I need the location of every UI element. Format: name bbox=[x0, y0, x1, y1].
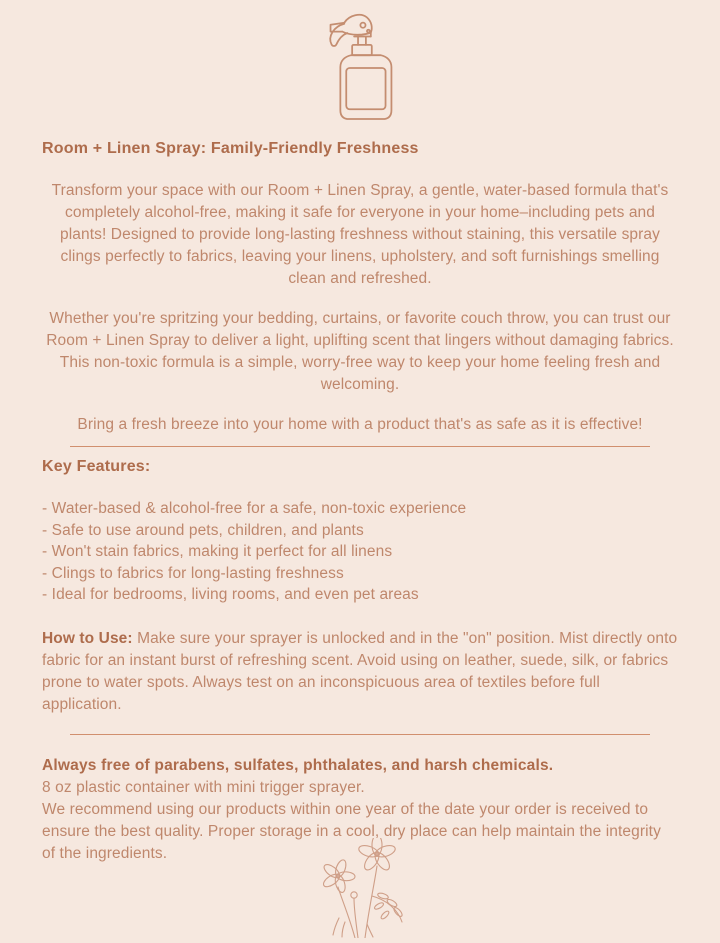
intro-paragraph-2: Whether you're spritzing your bedding, curtains, or favorite couch throw, you can trust our Room + Linen Spray to deliver a light, uplifting scent that lingers without damaging fabrics. This non-toxic formula is a simple, worry-free way to keep your home feeling fresh and welcoming. bbox=[46, 310, 674, 393]
divider-top bbox=[70, 446, 650, 447]
how-to-use-label: How to Use: bbox=[42, 629, 133, 647]
footer-flower-area bbox=[0, 838, 720, 943]
footer-recommendation: We recommend using our products within one year of the date your order is received to ensure the best quality. Proper storage in a cool, dry place can help maintain the integrity of the ingredients. bbox=[42, 800, 661, 862]
spray-bottle-icon bbox=[314, 10, 406, 122]
feature-item: - Ideal for bedrooms, living rooms, and even pet areas bbox=[42, 586, 419, 603]
flower-sprig-icon bbox=[295, 838, 425, 938]
intro-paragraph-1: Transform your space with our Room + Linen Spray, a gentle, water-based formula that's completely alcohol-free, making it safe for everyone in your home–including pets and plants! Designed to provide long-lasting freshness without staining, this versatile spray clings perfectly to fabrics, leaving your linens, upholstery, and soft furnishings smelling clean and refreshed. bbox=[51, 182, 669, 287]
feature-item: - Safe to use around pets, children, and plants bbox=[42, 521, 364, 539]
how-to-use-paragraph bbox=[42, 628, 678, 716]
key-features-heading: Key Features: bbox=[42, 458, 151, 475]
page-title: Room + Linen Spray: Family-Friendly Freshness bbox=[42, 140, 419, 157]
feature-item: - Water-based & alcohol-free for a safe, non-toxic experience bbox=[42, 500, 467, 517]
divider-bottom bbox=[70, 734, 650, 735]
feature-item: - Clings to fabrics for long-lasting freshness bbox=[42, 564, 344, 582]
tagline: Bring a fresh breeze into your home with a product that's as safe as it is effective! bbox=[77, 416, 643, 433]
key-features-list bbox=[42, 498, 678, 606]
footer-container-line: 8 oz plastic container with mini trigger sprayer. bbox=[42, 778, 365, 796]
header-icon-area bbox=[42, 0, 678, 124]
feature-item: - Won't stain fabrics, making it perfect for all linens bbox=[42, 543, 393, 560]
footer-bold-line: Always free of parabens, sulfates, phthalates, and harsh chemicals. bbox=[42, 756, 554, 774]
how-to-use-text: Make sure your sprayer is unlocked and in the "on" position. Mist directly onto fabric for an instant burst of refreshing scent. Avoid using on leather, suede, silk, or fabrics prone to water spots. Always test on an inconspicuous area of textiles before full application. bbox=[42, 629, 678, 713]
